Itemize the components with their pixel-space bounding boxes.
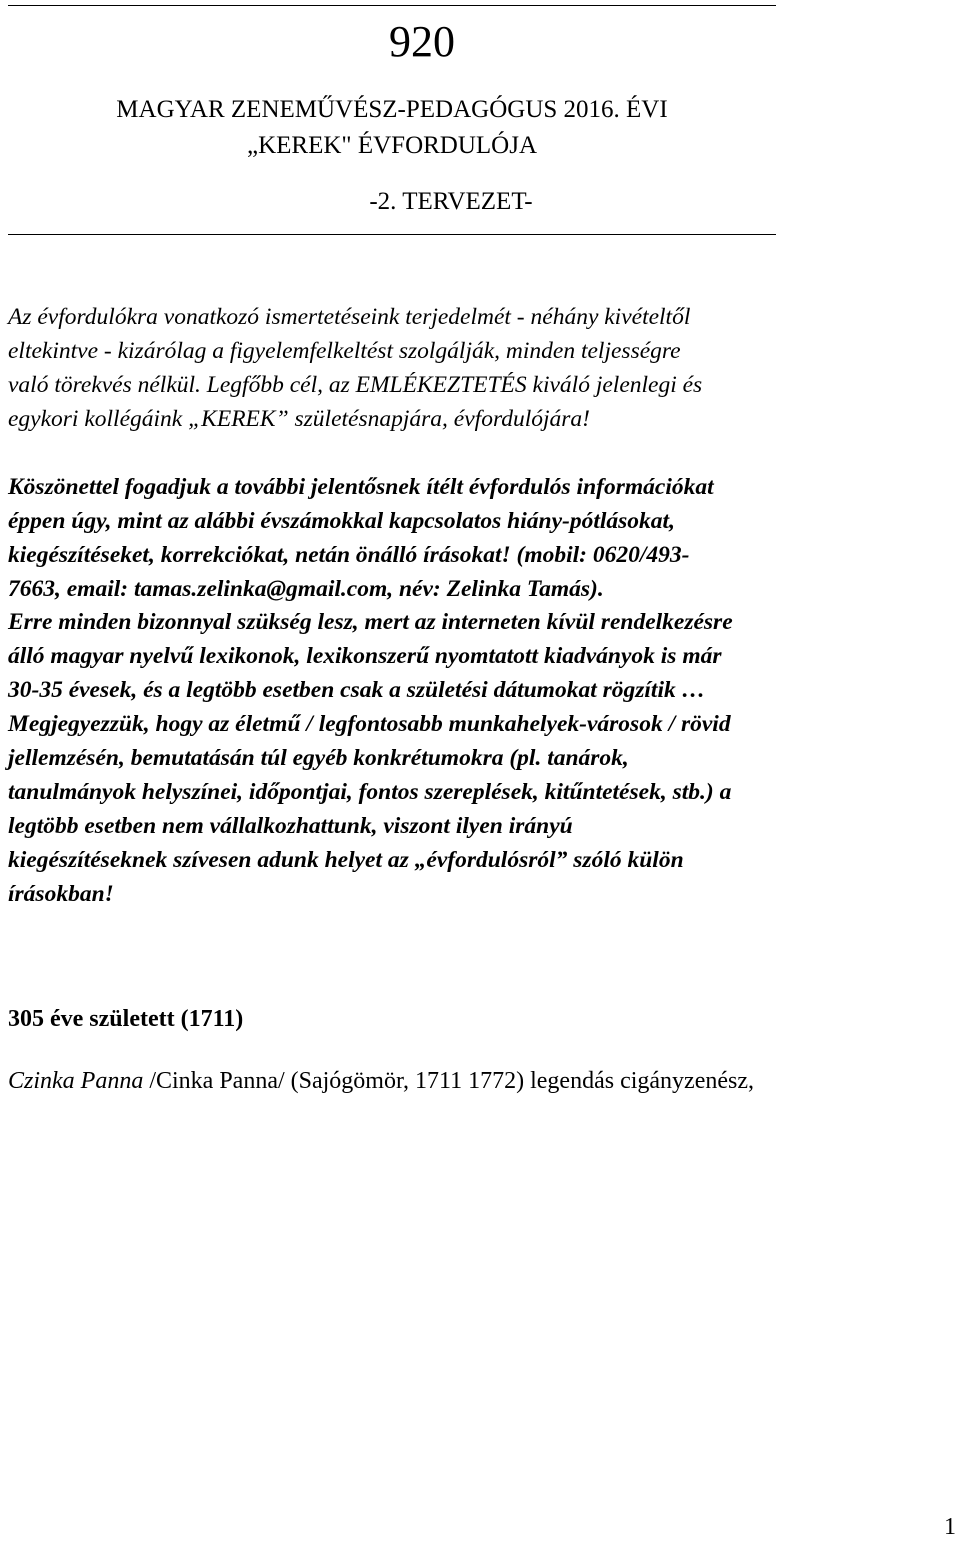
header-title [8,92,776,164]
intro-line: Az évfordulókra vonatkozó ismertetéseink terjedelmét - néhány kivételtől [8,304,691,330]
note-line: Erre minden bizonnyal szükség lesz, mert az interneten kívül rendelkezésre [8,609,733,635]
thanks-line: 7663, email: tamas.zelinka@gmail.com, név: Zelinka Tamás). [8,576,604,602]
note-paragraph [8,605,948,911]
entry-text: /Cinka Panna/ (Sajógömör, 1711 1772) legendás cigányzenész, [143,1068,754,1094]
entry-line [8,1064,754,1098]
intro-line: egykori kollégáink „KEREK” születésnapjára, évfordulójára! [8,406,590,432]
entry-name: Czinka Panna [8,1068,144,1094]
section-heading: 305 éve született (1711) [8,1006,244,1032]
header-title-line2: „KEREK" ÉVFORDULÓJA [246,132,538,159]
draft-label: -2. TERVEZET- [369,188,533,215]
header-page-number: 920 [389,17,455,66]
intro-line: eltekintve - kizárólag a figyelemfelkeltést szolgálják, minden teljességre [8,338,681,364]
thanks-line: Köszönettel fogadjuk a további jelentősnek ítélt évfordulós információkat [8,474,714,500]
thanks-line: kiegészítéseket, korrekciókat, netán önálló írásokat! (mobil: 0620/493- [8,542,690,568]
document-header [8,0,776,240]
thanks-line: éppen úgy, mint az alábbi évszámokkal kapcsolatos hiány-pótlásokat, [8,508,675,534]
note-line: kiegészítéseknek szívesen adunk helyet az „évfordulósról” szóló külön [8,847,684,873]
note-line: Megjegyezzük, hogy az életmű / legfontosabb munkahelyek-városok / rövid [8,711,731,737]
note-line: legtöbb esetben nem vállalkozhattunk, viszont ilyen irányú [8,813,573,839]
note-line: álló magyar nyelvű lexikonok, lexikonszerű nyomtatott kiadványok is már [8,643,722,669]
thanks-paragraph [8,470,948,606]
note-line: jellemzésén, bemutatásán túl egyéb konkrétumokra (pl. tanárok, [8,745,629,771]
header-divider [8,234,776,235]
note-line: írásokban! [8,881,114,907]
footer-page-number: 1 [944,1514,956,1540]
header-title-line1: MAGYAR ZENEMŰVÉSZ-PEDAGÓGUS 2016. ÉVI [116,96,668,123]
note-line: tanulmányok helyszínei, időpontjai, fontos szereplések, kitűntetések, stb.) a [8,779,732,805]
intro-paragraph [8,300,948,436]
note-line: 30-35 évesek, és a legtöbb esetben csak a születési dátumokat rögzítik … [8,677,706,703]
intro-line: való törekvés nélkül. Legfőbb cél, az EMLÉKEZTETÉS kiváló jelenlegi és [8,372,703,398]
